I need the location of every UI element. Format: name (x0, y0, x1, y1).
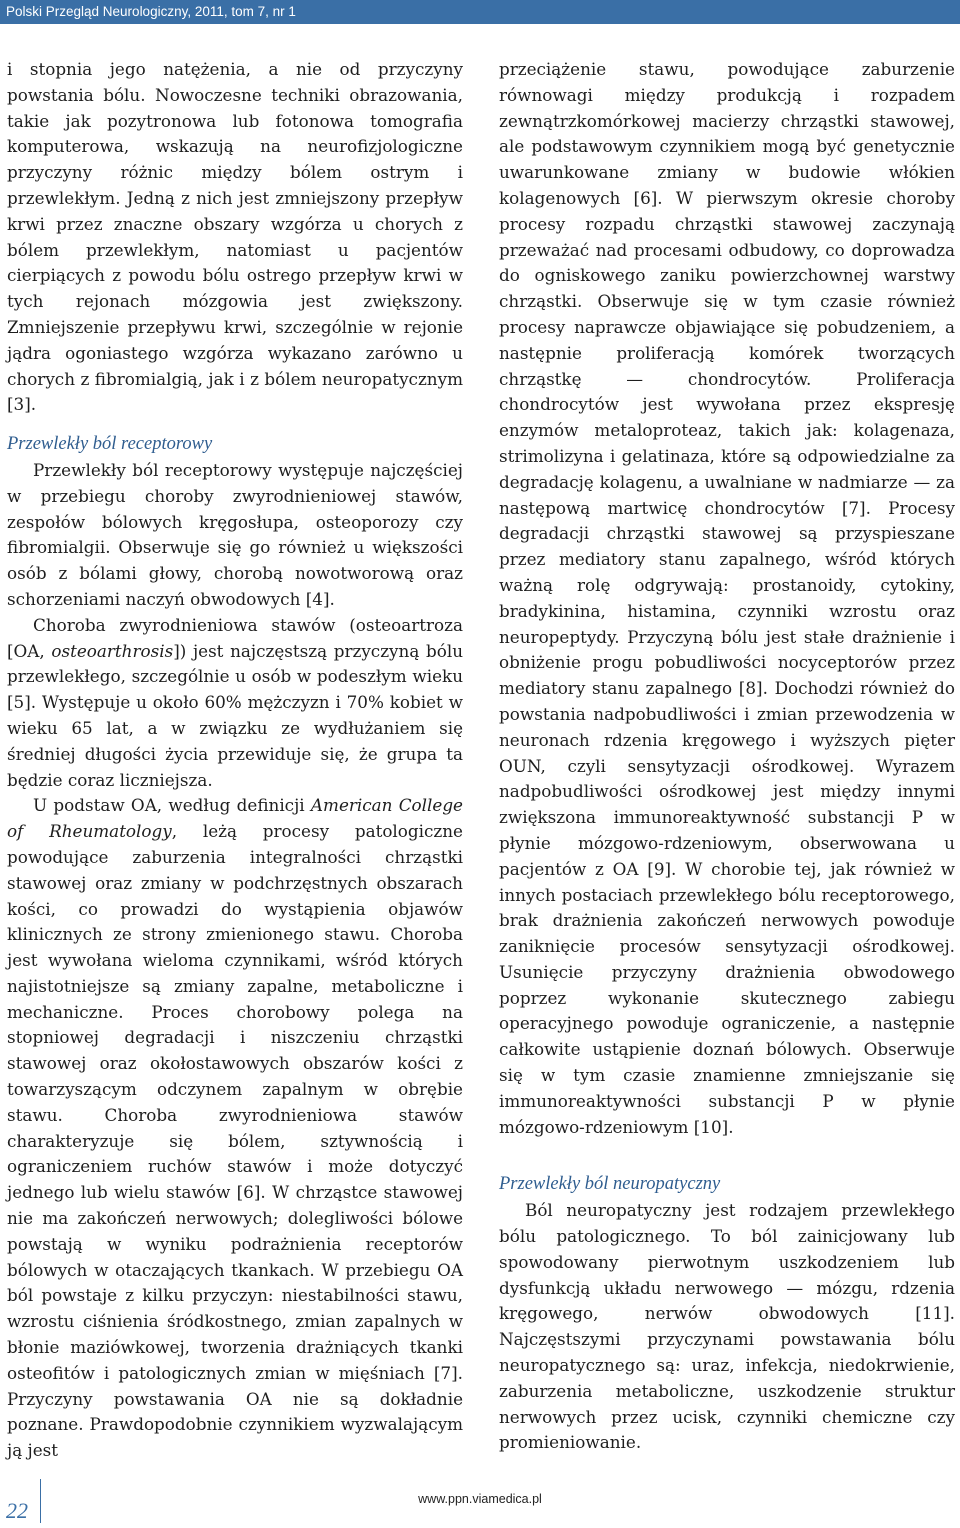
italic-term: osteoarthrosis (51, 640, 174, 661)
page-number: 22 (6, 1498, 28, 1523)
text-span: U podstaw OA, według definicji (33, 795, 311, 816)
paragraph (7, 793, 463, 1464)
paragraph (7, 613, 463, 794)
italic-term: American College of Rheumatology (7, 795, 463, 842)
paragraph: Ból neuropatyczny jest rodzajem przewlekłego bólu patologicznego. To ból zainicjowany lub spowodowany pierwotnym uszkodzeniem lub dysfunkcją układu nerwowego — mózgu, rdzenia kręgowego, nerwów obwodowych [11]. Najczęstszymi przyczynami powstawania bólu neuropatycznego są: uraz, infekcja, niedokrwienie, zaburzenia metaboliczne, uszkodzenie struktur nerwowych przez ucisk, czynniki chemiczne czy promieniowanie. (499, 1200, 955, 1453)
text-span: ]) jest najczęstszą przyczyną bólu przewlekłego, szczególnie u osób w podeszłym wieku [5]. Występuje u około 60% mężczyzn i 70% kobiet w wieku 65 lat, a w związku ze wydłużaniem się średniej długości życia przewiduje się, że grupa ta będzie coraz liczniejsza. (7, 640, 464, 790)
section-heading-neuropathic-pain: Przewlekły ból neuropatyczny (499, 1174, 721, 1195)
paragraph: i stopnia jego natężenia, a nie od przyczyny powstania bólu. Nowoczesne techniki obrazowania, takie jak pozytronowa lub fotonowa tomografia komputerowa, wskazują na neurofizjologiczne przyczyny różnic między bólem ostrym i przewlekłym. Jedną z nich jest zmniejszony przepływ krwi przez znaczne obszary wzgórza u chorych z bólem przewlekłym, natomiast u pacjentów cierpiących z powodu bólu ostrego przepływ krwi w tych rejonach mózgowia jest zwiększony. Zmniejszenie przepływu krwi, szczególnie w rejonie jądra ogoniastego wzgórza wykazano zarówno u chorych z fibromialgią, jak i z bólem neuropatycznym [3]. (7, 59, 463, 415)
left-column (7, 57, 463, 1464)
text-span: Choroba zwyrodnieniowa stawów (osteoartroza [OA, (7, 614, 463, 661)
journal-title: Polski Przegląd Neurologiczny, 2011, tom 7, nr 1 (6, 4, 296, 19)
section-heading-receptor-pain: Przewlekły ból receptorowy (7, 434, 213, 455)
footer-url: www.ppn.viamedica.pl (418, 1492, 542, 1506)
paragraph: Przewlekły ból receptorowy występuje najczęściej w przebiegu choroby zwyrodnieniowej stawów, zespołów bólowych kręgosłupa, osteoporozy czy fibromialgii. Obserwuje się go również u większości osób z bólami głowy, chorobą nowotworową oraz schorzeniami naczyń obwodowych [4]. (7, 459, 463, 609)
paragraph: przeciążenie stawu, powodujące zaburzenie równowagi między produkcją i rozpadem zewnątrzkomórkowej macierzy chrząstki stawowej, ale podstawowym czynnikiem mogą być genetycznie uwarunkowane zmiany w budowie włókien kolagenowych [6]. W pierwszym okresie choroby procesy rozpadu chrząstki stawowej zaczynają przeważać nad procesami odbudowy, co doprowadza do ogniskowego zaniku powierzchownej warstwy chrząstki. Obserwuje się w tym czasie również procesy naprawcze objawiające się pobudzeniem, a następnie proliferacją komórek tworzących chrząstkę — chondrocytów. Proliferacja chondrocytów jest wywołana przez ekspresję enzymów metaloproteaz, takich jak: kolagenaza, strimolizyna i gelatinaza, które są odpowiedzialne za degradację kolagenu, a uwalniane w nadmiarze — za następową martwicę chondrocytów [7]. Procesy degradacji chrząstki stawowej są przyspieszane przez mediatory stanu zapalnego, wśród których ważną rolę odgrywają: prostanoidy, cytokiny, bradykinina, histamina, czynniki wzrostu oraz neuropeptydy. Przyczyną bólu jest stałe drażnienie i obniżenie progu pobudliwości nocyceptorów przez mediatory stanu zapalnego [8]. Dochodzi również do powstania nadpobudliwości i zmian przewodzenia w neuronach rdzenia kręgowego i wyższych pięter OUN, czyli sensytyzacji ośrodkowej. Wyrazem nadpobudliwości ośrodkowej jest między innymi zwiększona immunoreaktywność substancji P w płynie mózgowo-rdzeniowym, obserwowana u pacjentów z OA [9]. W chorobie tej, jak również w innych postaciach przewlekłego bólu receptorowego, brak drażnienia zakończeń nerwowych powoduje zaniknięcie procesów sensytyzacji ośrodkowej. Usunięcie przyczyny drażnienia obwodowego poprzez wykonanie skutecznego zabiegu operacyjnego powoduje ograniczenie, a następnie całkowite ustąpienie doznań bólowych. Obserwuje się w tym czasie znamienne zmniejszanie się immunoreaktywności substancji P w płynie mózgowo-rdzeniowym [10]. (499, 59, 955, 1137)
text-span: , leżą procesy patologiczne powodujące zaburzenia integralności chrząstki stawowej oraz zmiany w podchrzęstnych obszarach kości, co prowadzi do wystąpienia objawów klinicznych ze strony zmienionego stawu. Choroba jest wywołana wieloma czynnikami, wśród których najistotniejsze są zmiany zapalne, metaboliczne i mechaniczne. Proces chorobowy polega na stopniowej degradacji i niszczeniu chrząstki stawowej oraz okołostawowych obszarów kości z towarzyszącym odczynem zapalnym w obrębie stawu. Choroba zwyrodnieniowa stawów charakteryzuje się bólem, sztywnością i ograniczeniem ruchów stawów i może dotyczyć jednego lub wielu stawów [6]. W chrząstce stawowej nie ma zakończeń nerwowych; dolegliwości bólowe powstają w wyniku podrażnienia receptorów bólowych w otaczających tkankach. W przebiegu OA ból powstaje z kilku przyczyn: niestabilności stawu, wzrostu ciśnienia śródkostnego, zmian zapalnych w błonie maziówkowej, tworzenia drażniących tkanki osteofitów i patologicznych zmian w mięśniach [7]. Przyczyny powstawania OA nie są dokładnie poznane. Prawdopodobnie czynnikiem wyzwalającym ją jest (7, 821, 463, 1461)
journal-header (0, 0, 960, 24)
right-column (499, 57, 955, 1456)
